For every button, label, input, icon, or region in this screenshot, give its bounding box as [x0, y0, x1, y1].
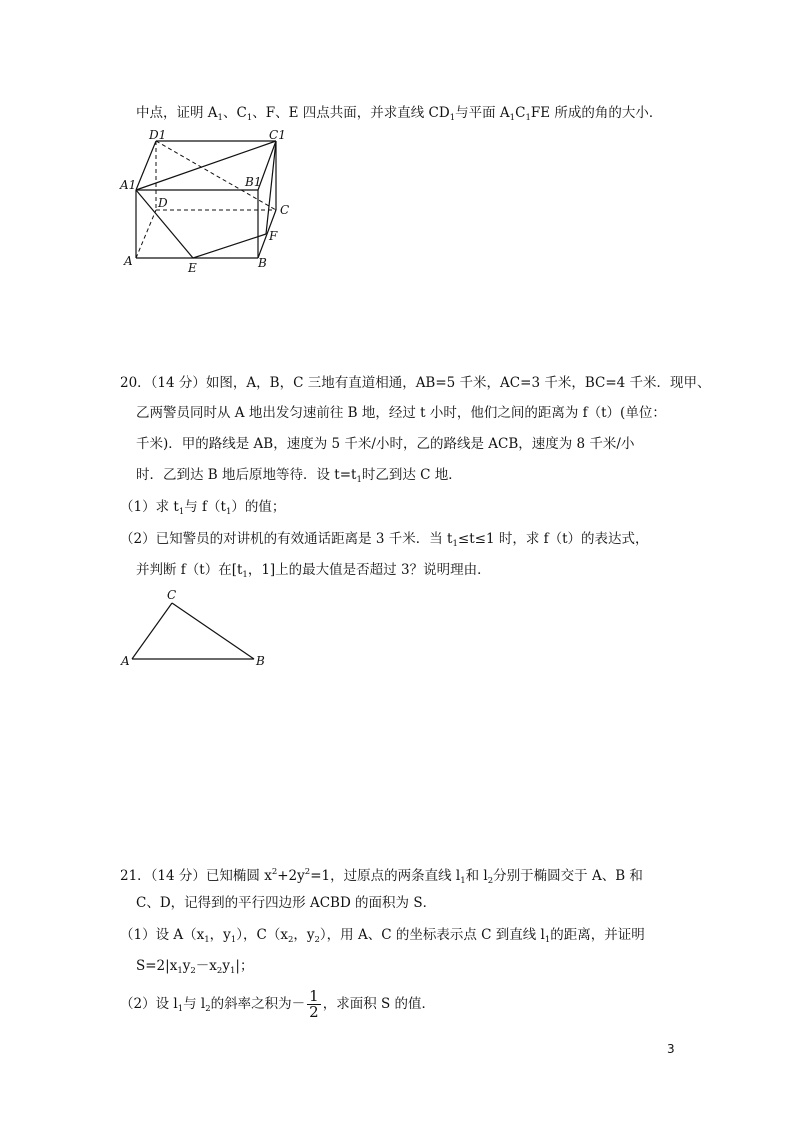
label-E: E [188, 261, 197, 275]
p20-question-2: （2）已知警员的对讲机的有效通话距离是 3 千米．当 $t_1\le t\le 1$ 时，求 f（t）的表达式， [120, 531, 649, 549]
label-D1: D1 [149, 128, 167, 142]
p20-question-2b: 并判断 f（t）在[$t_1$，1]上的最大值是否超过 3？说明理由． [136, 562, 491, 580]
p21-question-1: （1）设 $A(x_1$，$y_1$），$C(x_2$，$y_2$），用 A、C 的坐标表示点 C 到直线 $l_1$的距离，并证明 [120, 927, 645, 945]
label-B: B [256, 654, 265, 668]
label-C1: C1 [269, 128, 286, 142]
label-B: B [258, 256, 267, 270]
p20-line2: 乙两警员同时从 A 地出发匀速前往 B 地，经过 t 小时，他们之间的距离为 f（t）(单位： [136, 405, 666, 421]
edge-A-C [132, 603, 172, 659]
page-number: 3 [667, 1042, 675, 1056]
p20-line4: 时．乙到达 B 地后原地等待．设 $t=t_1$时乙到达 C 地． [136, 467, 462, 485]
label-A: A [124, 254, 133, 268]
p20-question-1: （1）求 $t_1$与 $f(t_1)$的值； [120, 499, 286, 517]
edge-C-B [172, 603, 254, 659]
p19-text: 中点，证明 $A_1$、$C_1$、F、E 四点共面，并求直线 $CD_1$与平面 $A_1C_1FE$ 所成的角的大小． [136, 105, 663, 123]
p21-question-2: （2）设 $l_1$与 $l_2$的斜率之积为－ $\frac{1}{2}$ ，求面积 S 的值． [120, 987, 436, 1021]
p20-line1: 20．（14 分）如图，A，B，C 三地有直道相通，AB=5 千米，AC=3 千米，BC=4 千米．现甲、 [120, 375, 711, 391]
label-D: D [158, 196, 168, 210]
label-F: F [269, 229, 278, 243]
fraction-one-half: $\frac{1}{2}$ [309, 987, 319, 1021]
p20-line3: 千米)．甲的路线是 AB，速度为 5 千米/小时，乙的路线是 ACB，速度为 8 千米/小 [136, 436, 635, 452]
label-B1: B1 [245, 175, 262, 189]
p21-line1: 21．（14 分）已知椭圆 $x^2+2y^2=1$，过原点的两条直线 $l_1$和 $l_2$分别于椭圆交于 A、B 和 [120, 867, 643, 886]
p21-question-1b: $S=2|x_1y_2-x_2y_1|$； [136, 958, 254, 976]
p21-line2: C、D，记得到的平行四边形 ACBD 的面积为 S． [136, 895, 437, 911]
label-C: C [167, 588, 177, 602]
label-C: C [280, 203, 290, 217]
label-A: A [121, 654, 130, 668]
label-A1: A1 [120, 178, 137, 192]
